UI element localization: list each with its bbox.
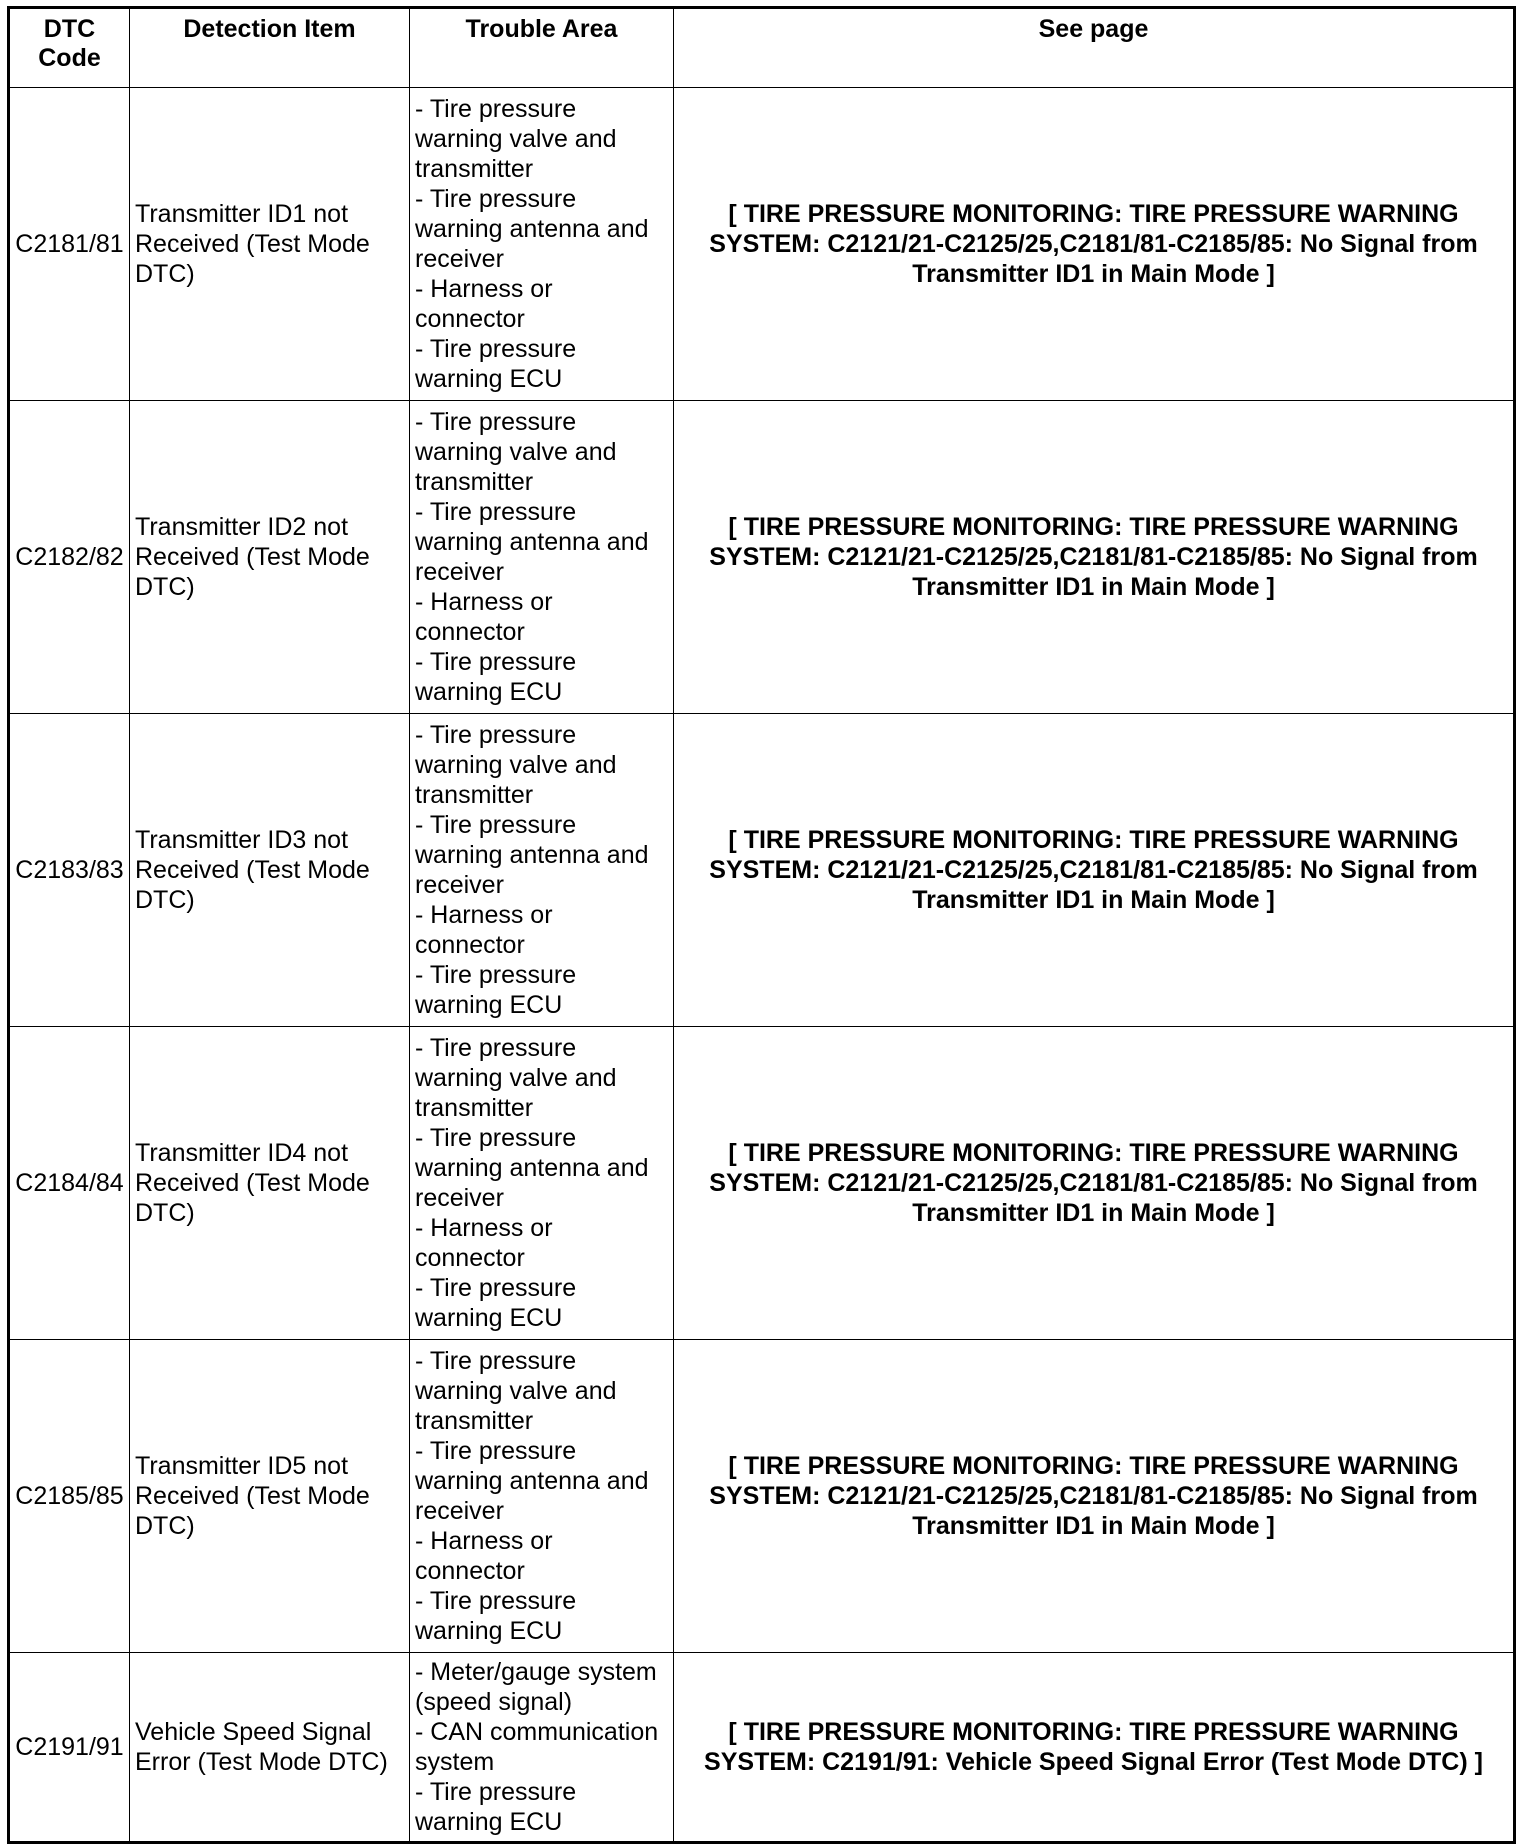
trouble-area-item: - Tire pressure warning antenna and receiver (415, 1437, 649, 1525)
trouble-area-cell (410, 1027, 674, 1340)
detection-item-cell: Vehicle Speed Signal Error (Test Mode DTC) (130, 1653, 410, 1843)
table-row (9, 1653, 1515, 1843)
table-row (9, 88, 1515, 401)
dtc-code-cell: C2182/82 (9, 401, 130, 714)
trouble-area-item: - Meter/gauge system (speed signal) (415, 1658, 657, 1716)
trouble-area-item: - Tire pressure warning valve and transmitter (415, 408, 617, 496)
header-detection-item: Detection Item (130, 8, 410, 88)
header-trouble-area: Trouble Area (410, 8, 674, 88)
dtc-table (7, 6, 1516, 1844)
detection-item-cell: Transmitter ID3 not Received (Test Mode DTC) (130, 714, 410, 1027)
see-page-link[interactable]: [ TIRE PRESSURE MONITORING: TIRE PRESSURE WARNING SYSTEM: C2121/21-C2125/25,C2181/81-C2185/85: No Signal from Transmitter ID1 in Main Mode ] (674, 714, 1515, 1027)
trouble-area-cell (410, 401, 674, 714)
trouble-area-item: - Harness or connector (415, 588, 553, 646)
trouble-area-item: - Harness or connector (415, 1214, 553, 1272)
detection-item-cell: Transmitter ID5 not Received (Test Mode DTC) (130, 1340, 410, 1653)
trouble-area-item: - Tire pressure warning valve and transmitter (415, 95, 617, 183)
trouble-area-cell (410, 1653, 674, 1843)
see-page-link[interactable]: [ TIRE PRESSURE MONITORING: TIRE PRESSURE WARNING SYSTEM: C2121/21-C2125/25,C2181/81-C2185/85: No Signal from Transmitter ID1 in Main Mode ] (674, 1027, 1515, 1340)
dtc-code-cell: C2183/83 (9, 714, 130, 1027)
detection-item-cell: Transmitter ID4 not Received (Test Mode DTC) (130, 1027, 410, 1340)
trouble-area-cell (410, 1340, 674, 1653)
trouble-area-item: - Harness or connector (415, 1527, 553, 1585)
trouble-area-item: - Tire pressure warning antenna and receiver (415, 811, 649, 899)
trouble-area-item: - Harness or connector (415, 275, 553, 333)
dtc-code-cell: C2181/81 (9, 88, 130, 401)
trouble-area-cell (410, 88, 674, 401)
dtc-code-cell: C2184/84 (9, 1027, 130, 1340)
table-row (9, 714, 1515, 1027)
trouble-area-item: - Tire pressure warning ECU (415, 1274, 577, 1332)
trouble-area-item: - Harness or connector (415, 901, 553, 959)
detection-item-cell: Transmitter ID2 not Received (Test Mode DTC) (130, 401, 410, 714)
trouble-area-item: - Tire pressure warning ECU (415, 1587, 577, 1645)
trouble-area-cell (410, 714, 674, 1027)
trouble-area-item: - Tire pressure warning valve and transmitter (415, 721, 617, 809)
header-row (9, 8, 1515, 88)
trouble-area-item: - Tire pressure warning ECU (415, 961, 577, 1019)
table-row (9, 1340, 1515, 1653)
see-page-link[interactable]: [ TIRE PRESSURE MONITORING: TIRE PRESSURE WARNING SYSTEM: C2121/21-C2125/25,C2181/81-C2185/85: No Signal from Transmitter ID1 in Main Mode ] (674, 401, 1515, 714)
header-see-page: See page (674, 8, 1515, 88)
detection-item-cell: Transmitter ID1 not Received (Test Mode DTC) (130, 88, 410, 401)
see-page-link[interactable]: [ TIRE PRESSURE MONITORING: TIRE PRESSURE WARNING SYSTEM: C2191/91: Vehicle Speed Signal Error (Test Mode DTC) ] (674, 1653, 1515, 1843)
see-page-link[interactable]: [ TIRE PRESSURE MONITORING: TIRE PRESSURE WARNING SYSTEM: C2121/21-C2125/25,C2181/81-C2185/85: No Signal from Transmitter ID1 in Main Mode ] (674, 1340, 1515, 1653)
trouble-area-item: - Tire pressure warning antenna and receiver (415, 498, 649, 586)
trouble-area-item: - Tire pressure warning antenna and receiver (415, 185, 649, 273)
header-dtc-code: DTC Code (9, 8, 130, 88)
see-page-link[interactable]: [ TIRE PRESSURE MONITORING: TIRE PRESSURE WARNING SYSTEM: C2121/21-C2125/25,C2181/81-C2185/85: No Signal from Transmitter ID1 in Main Mode ] (674, 88, 1515, 401)
trouble-area-item: - Tire pressure warning ECU (415, 1778, 577, 1836)
trouble-area-item: - Tire pressure warning valve and transmitter (415, 1347, 617, 1435)
table-row (9, 401, 1515, 714)
trouble-area-item: - Tire pressure warning valve and transmitter (415, 1034, 617, 1122)
trouble-area-item: - Tire pressure warning ECU (415, 648, 577, 706)
dtc-code-cell: C2185/85 (9, 1340, 130, 1653)
trouble-area-item: - CAN communication system (415, 1718, 659, 1776)
dtc-code-cell: C2191/91 (9, 1653, 130, 1843)
trouble-area-item: - Tire pressure warning ECU (415, 335, 577, 393)
table-row (9, 1027, 1515, 1340)
trouble-area-item: - Tire pressure warning antenna and receiver (415, 1124, 649, 1212)
